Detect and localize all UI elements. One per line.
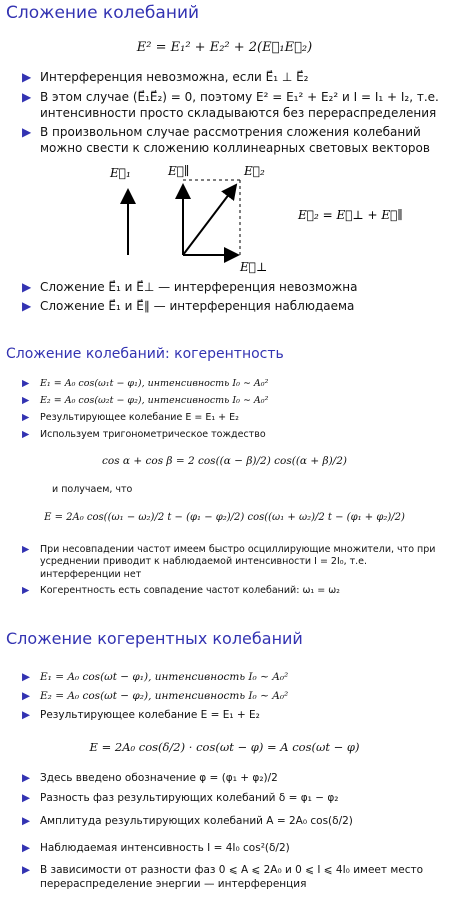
bullet-item: ▶ Разность фаз результирующих колебаний δ = φ₁ − φ₂ <box>22 792 339 804</box>
triangle-bullet-icon: ▶ <box>22 864 31 876</box>
triangle-bullet-icon: ▶ <box>22 395 30 406</box>
label-eperp: E⃗⊥ <box>240 260 268 274</box>
bullet-item: ▶ Когерентность есть совпадение частот колебаний: ω₁ = ω₂ <box>22 585 340 596</box>
equation-result: E = 2A₀ cos((ω₁ − ω₂)/2 t − (φ₁ − φ₂)/2) cos((ω₁ + ω₂)/2 t − (φ₁ + φ₂)/2) <box>44 512 405 523</box>
slide-title: Сложение когерентных колебаний <box>6 629 303 648</box>
bullet-item: ▶ E₂ = A₀ cos(ωt − φ₂), интенсивность I₀ ∼ A₀² <box>22 690 289 702</box>
triangle-bullet-icon: ▶ <box>22 429 30 440</box>
equation-main: E² = E₁² + E₂² + 2(E⃗₁E⃗₂) <box>136 40 313 55</box>
triangle-bullet-icon: ▶ <box>22 280 32 294</box>
label-e2: E⃗₂ <box>244 164 265 178</box>
bullet-item: ▶ E₁ = A₀ cos(ω₁t − φ₁), интенсивность I₀ ∼ A₀² <box>22 378 269 389</box>
triangle-bullet-icon: ▶ <box>22 842 31 854</box>
bullet-item: ▶ Амплитуда результирующих колебаний A = 2A₀ cos(δ/2) <box>22 815 353 827</box>
triangle-bullet-icon: ▶ <box>22 585 30 596</box>
text-then: и получаем, что <box>52 484 133 495</box>
bullet-item: ▶ E₁ = A₀ cos(ωt − φ₁), интенсивность I₀ ∼ A₀² <box>22 671 289 683</box>
triangle-bullet-icon: ▶ <box>22 378 30 389</box>
bullet-item: ▶ В произвольном случае рассмотрения сложения колебаний можно свести к сложению коллинеарных световых векторов <box>22 125 430 155</box>
triangle-bullet-icon: ▶ <box>22 690 31 702</box>
triangle-bullet-icon: ▶ <box>22 125 32 139</box>
triangle-bullet-icon: ▶ <box>22 671 31 683</box>
equation-trig: cos α + cos β = 2 cos((α − β)/2) cos((α + β)/2) <box>102 455 347 467</box>
bullet-item: ▶ Интерференция невозможна, если E⃗₁ ⊥ E⃗₂ <box>22 70 309 84</box>
triangle-bullet-icon: ▶ <box>22 90 32 104</box>
bullet-item: ▶ Сложение E⃗₁ и E⃗⊥ — интерференция невозможна <box>22 280 358 294</box>
triangle-bullet-icon: ▶ <box>22 299 32 313</box>
bullet-item: ▶ Результирующее колебание E = E₁ + E₂ <box>22 709 260 721</box>
triangle-bullet-icon: ▶ <box>22 412 30 423</box>
bullet-item: ▶ Наблюдаемая интенсивность I = 4I₀ cos²(δ/2) <box>22 842 290 854</box>
equation-result: E = 2A₀ cos(δ/2) · cos(ωt − φ) = A cos(ωt − φ) <box>89 740 360 754</box>
bullet-item: ▶ E₂ = A₀ cos(ω₂t − φ₂), интенсивность I₀ ∼ A₀² <box>22 395 269 406</box>
bullet-item: ▶ Результирующее колебание E = E₁ + E₂ <box>22 412 239 423</box>
label-e1: E⃗₁ <box>110 166 131 180</box>
bullet-item: ▶ Используем тригонометрическое тождество <box>22 429 266 440</box>
triangle-bullet-icon: ▶ <box>22 709 31 721</box>
label-epar: E⃗∥ <box>168 164 190 178</box>
bullet-item: ▶ При несовпадении частот имеем быстро осциллирующие множители, что при усреднении приводит к наблюдаемой интенсивности I = 2I₀, т.е. интерференции нет <box>22 544 436 580</box>
triangle-bullet-icon: ▶ <box>22 70 32 84</box>
triangle-bullet-icon: ▶ <box>22 815 31 827</box>
bullet-item: ▶ В зависимости от разности фаз 0 ⩽ A ⩽ 2A₀ и 0 ⩽ I ⩽ 4I₀ имеет место перераспределение энергии — интерференция <box>22 864 424 890</box>
triangle-bullet-icon: ▶ <box>22 792 31 804</box>
bullet-item: ▶ Здесь введено обозначение φ = (φ₁ + φ₂)/2 <box>22 772 278 784</box>
slide-title: Сложение колебаний: когерентность <box>6 346 284 362</box>
bullet-item: ▶ В этом случае (E⃗₁E⃗₂) = 0, поэтому E² = E₁² + E₂² и I = I₁ + I₂, т.е. интенсивности просто складываются без перераспределения <box>22 90 439 120</box>
equation-side: E⃗₂ = E⃗⊥ + E⃗∥ <box>298 208 403 222</box>
triangle-bullet-icon: ▶ <box>22 544 30 555</box>
slide-title: Сложение колебаний <box>6 3 200 23</box>
triangle-bullet-icon: ▶ <box>22 772 31 784</box>
bullet-item: ▶ Сложение E⃗₁ и E⃗∥ — интерференция наблюдаема <box>22 299 355 313</box>
